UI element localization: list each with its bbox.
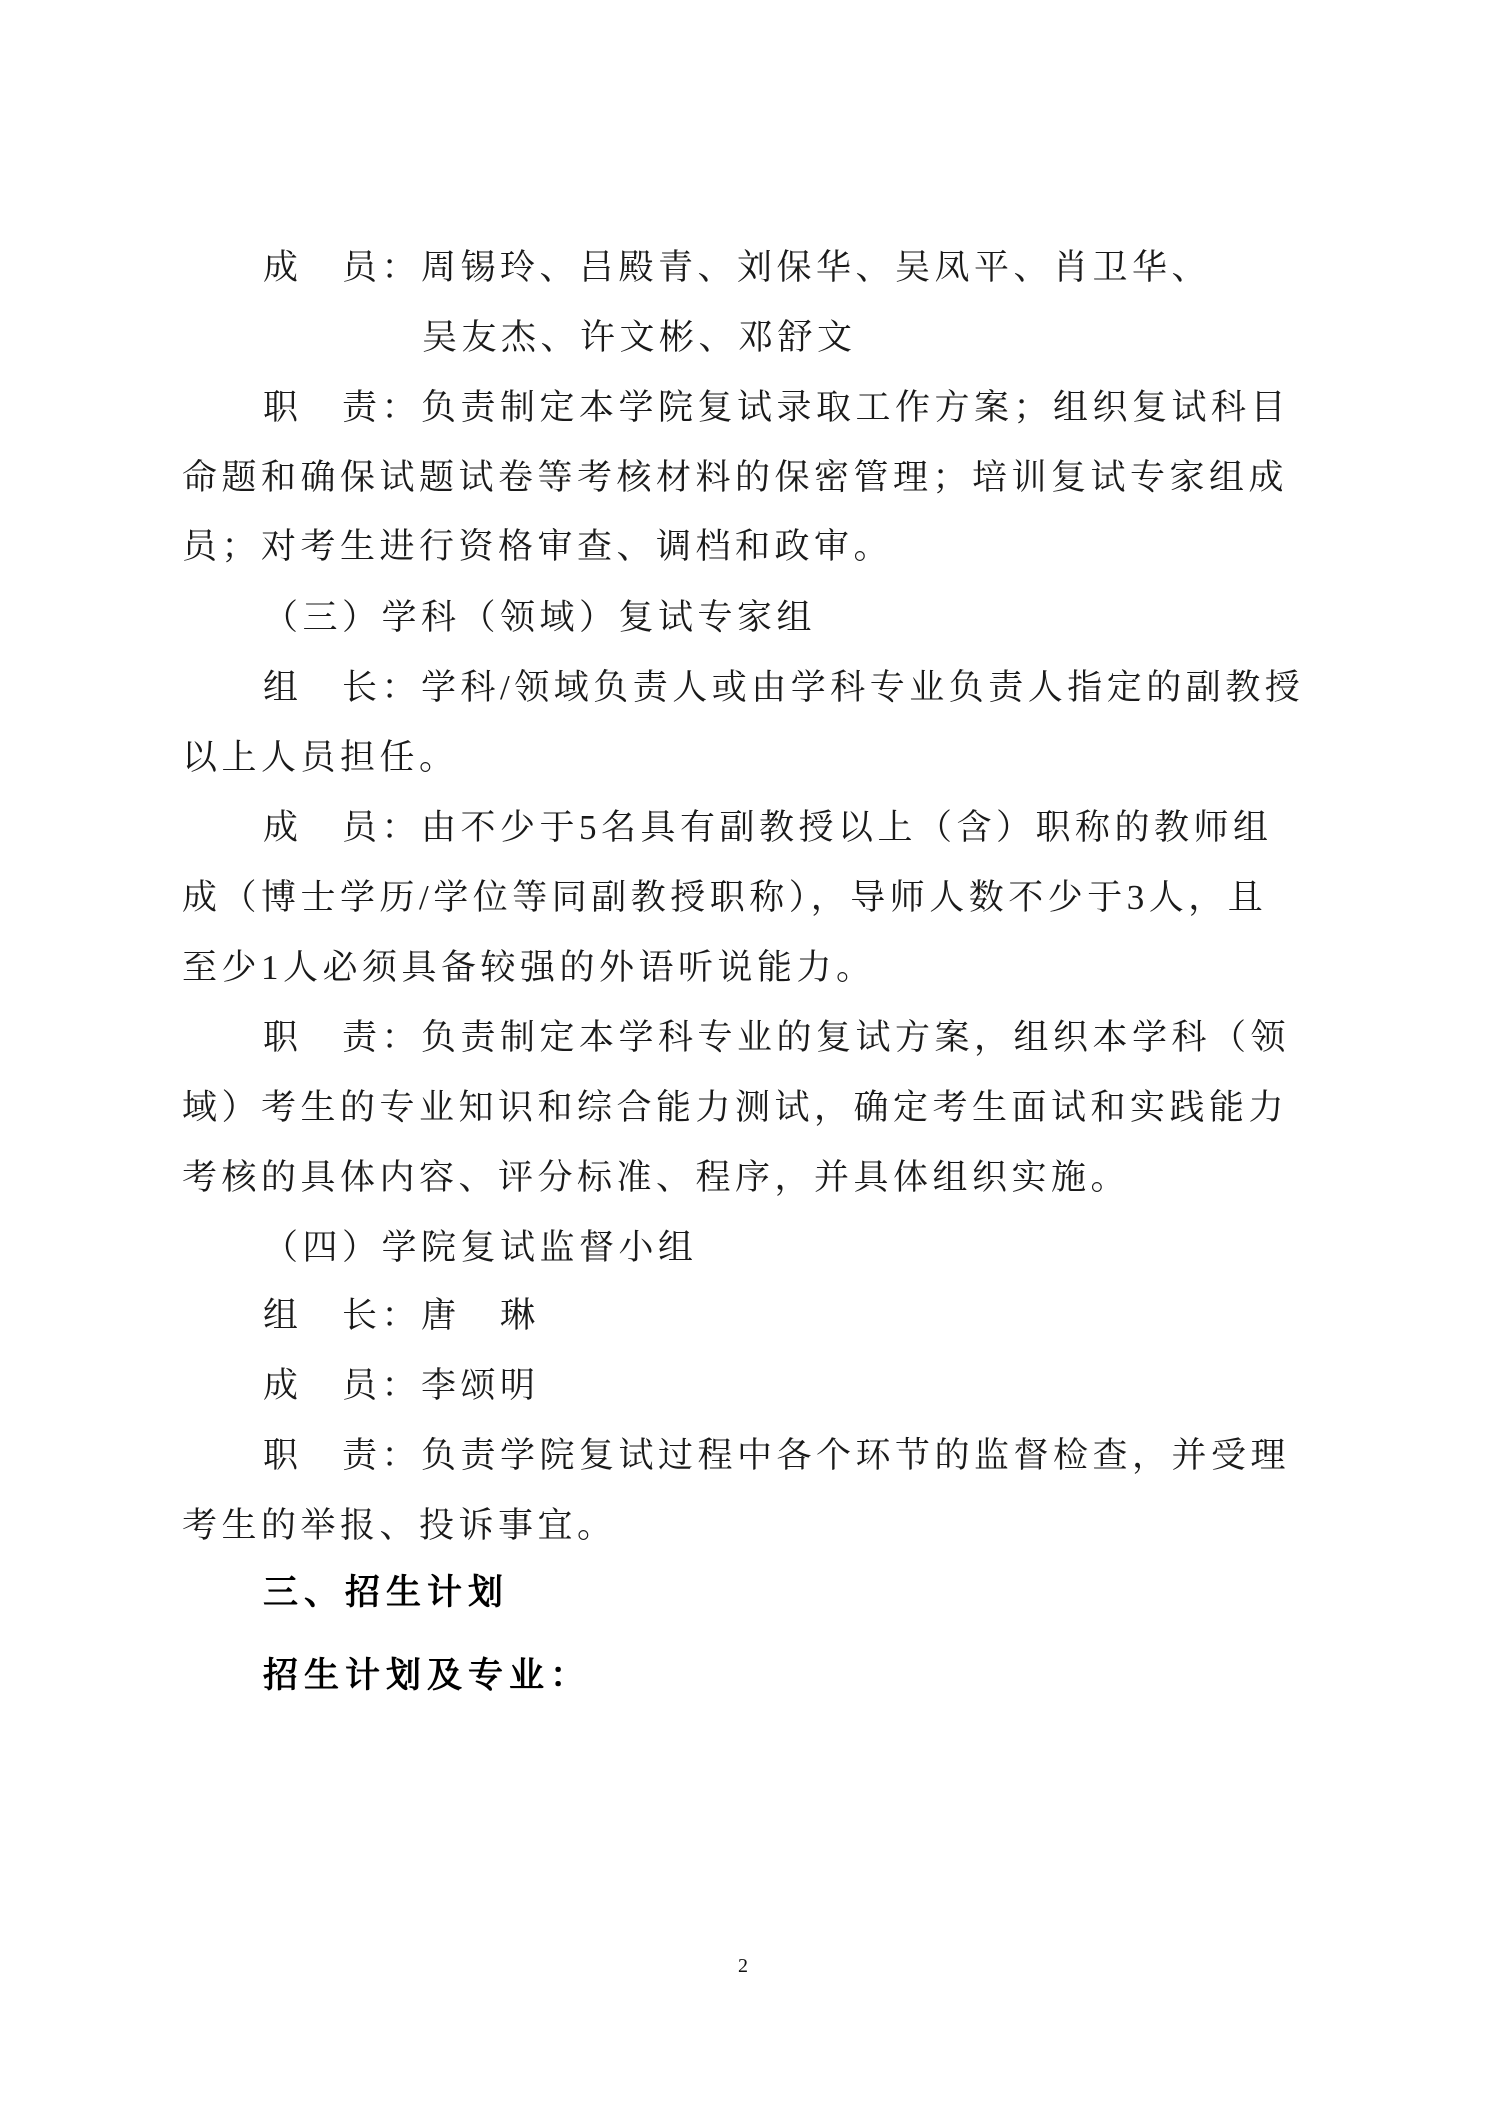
expert-group-members-line-2: 成（博士学历/学位等同副教授职称），导师人数不少于3人，且: [182, 878, 1268, 917]
expert-group-leader-line-1: 组 长：学科/领域负责人或由学科专业负责人指定的副教授: [263, 668, 1305, 707]
supervision-group-members: 成 员：李颂明: [263, 1366, 540, 1405]
expert-group-duties-line-2: 域）考生的专业知识和综合能力测试，确定考生面试和实践能力: [182, 1088, 1289, 1127]
work-group-duties-line-2: 命题和确保试题试卷等考核材料的保密管理；培训复试专家组成: [182, 458, 1289, 497]
supervision-group-duties-line-2: 考生的举报、投诉事宜。: [182, 1506, 617, 1545]
supervision-group-duties-line-1: 职 责：负责学院复试过程中各个环节的监督检查，并受理: [263, 1436, 1291, 1475]
expert-group-duties-line-1: 职 责：负责制定本学科专业的复试方案，组织本学科（领: [263, 1018, 1291, 1057]
page-number: 2: [738, 1955, 748, 1977]
section-three-subheading: 招生计划及专业：: [263, 1656, 592, 1695]
supervision-group-leader: 组 长：唐 琳: [263, 1296, 540, 1335]
supervision-group-heading: （四）学院复试监督小组: [263, 1228, 698, 1267]
expert-group-leader-line-2: 以上人员担任。: [182, 738, 459, 777]
expert-group-duties-line-3: 考核的具体内容、评分标准、程序，并具体组织实施。: [182, 1158, 1131, 1197]
section-three-heading: 三、招生计划: [263, 1573, 510, 1612]
work-group-duties-line-1: 职 责：负责制定本学院复试录取工作方案；组织复试科目: [263, 388, 1291, 427]
work-group-members-line-2: 吴友杰、许文彬、邓舒文: [422, 318, 857, 357]
expert-group-heading: （三）学科（领域）复试专家组: [263, 598, 817, 637]
expert-group-members-line-1: 成 员：由不少于5名具有副教授以上（含）职称的教师组: [263, 808, 1273, 847]
work-group-members-line-1: 成 员：周锡玲、吕殿青、刘保华、吴凤平、肖卫华、: [263, 248, 1212, 287]
work-group-duties-line-3: 员；对考生进行资格审查、调档和政审。: [182, 527, 894, 566]
expert-group-members-line-3: 至少1人必须具备较强的外语听说能力。: [182, 948, 876, 987]
